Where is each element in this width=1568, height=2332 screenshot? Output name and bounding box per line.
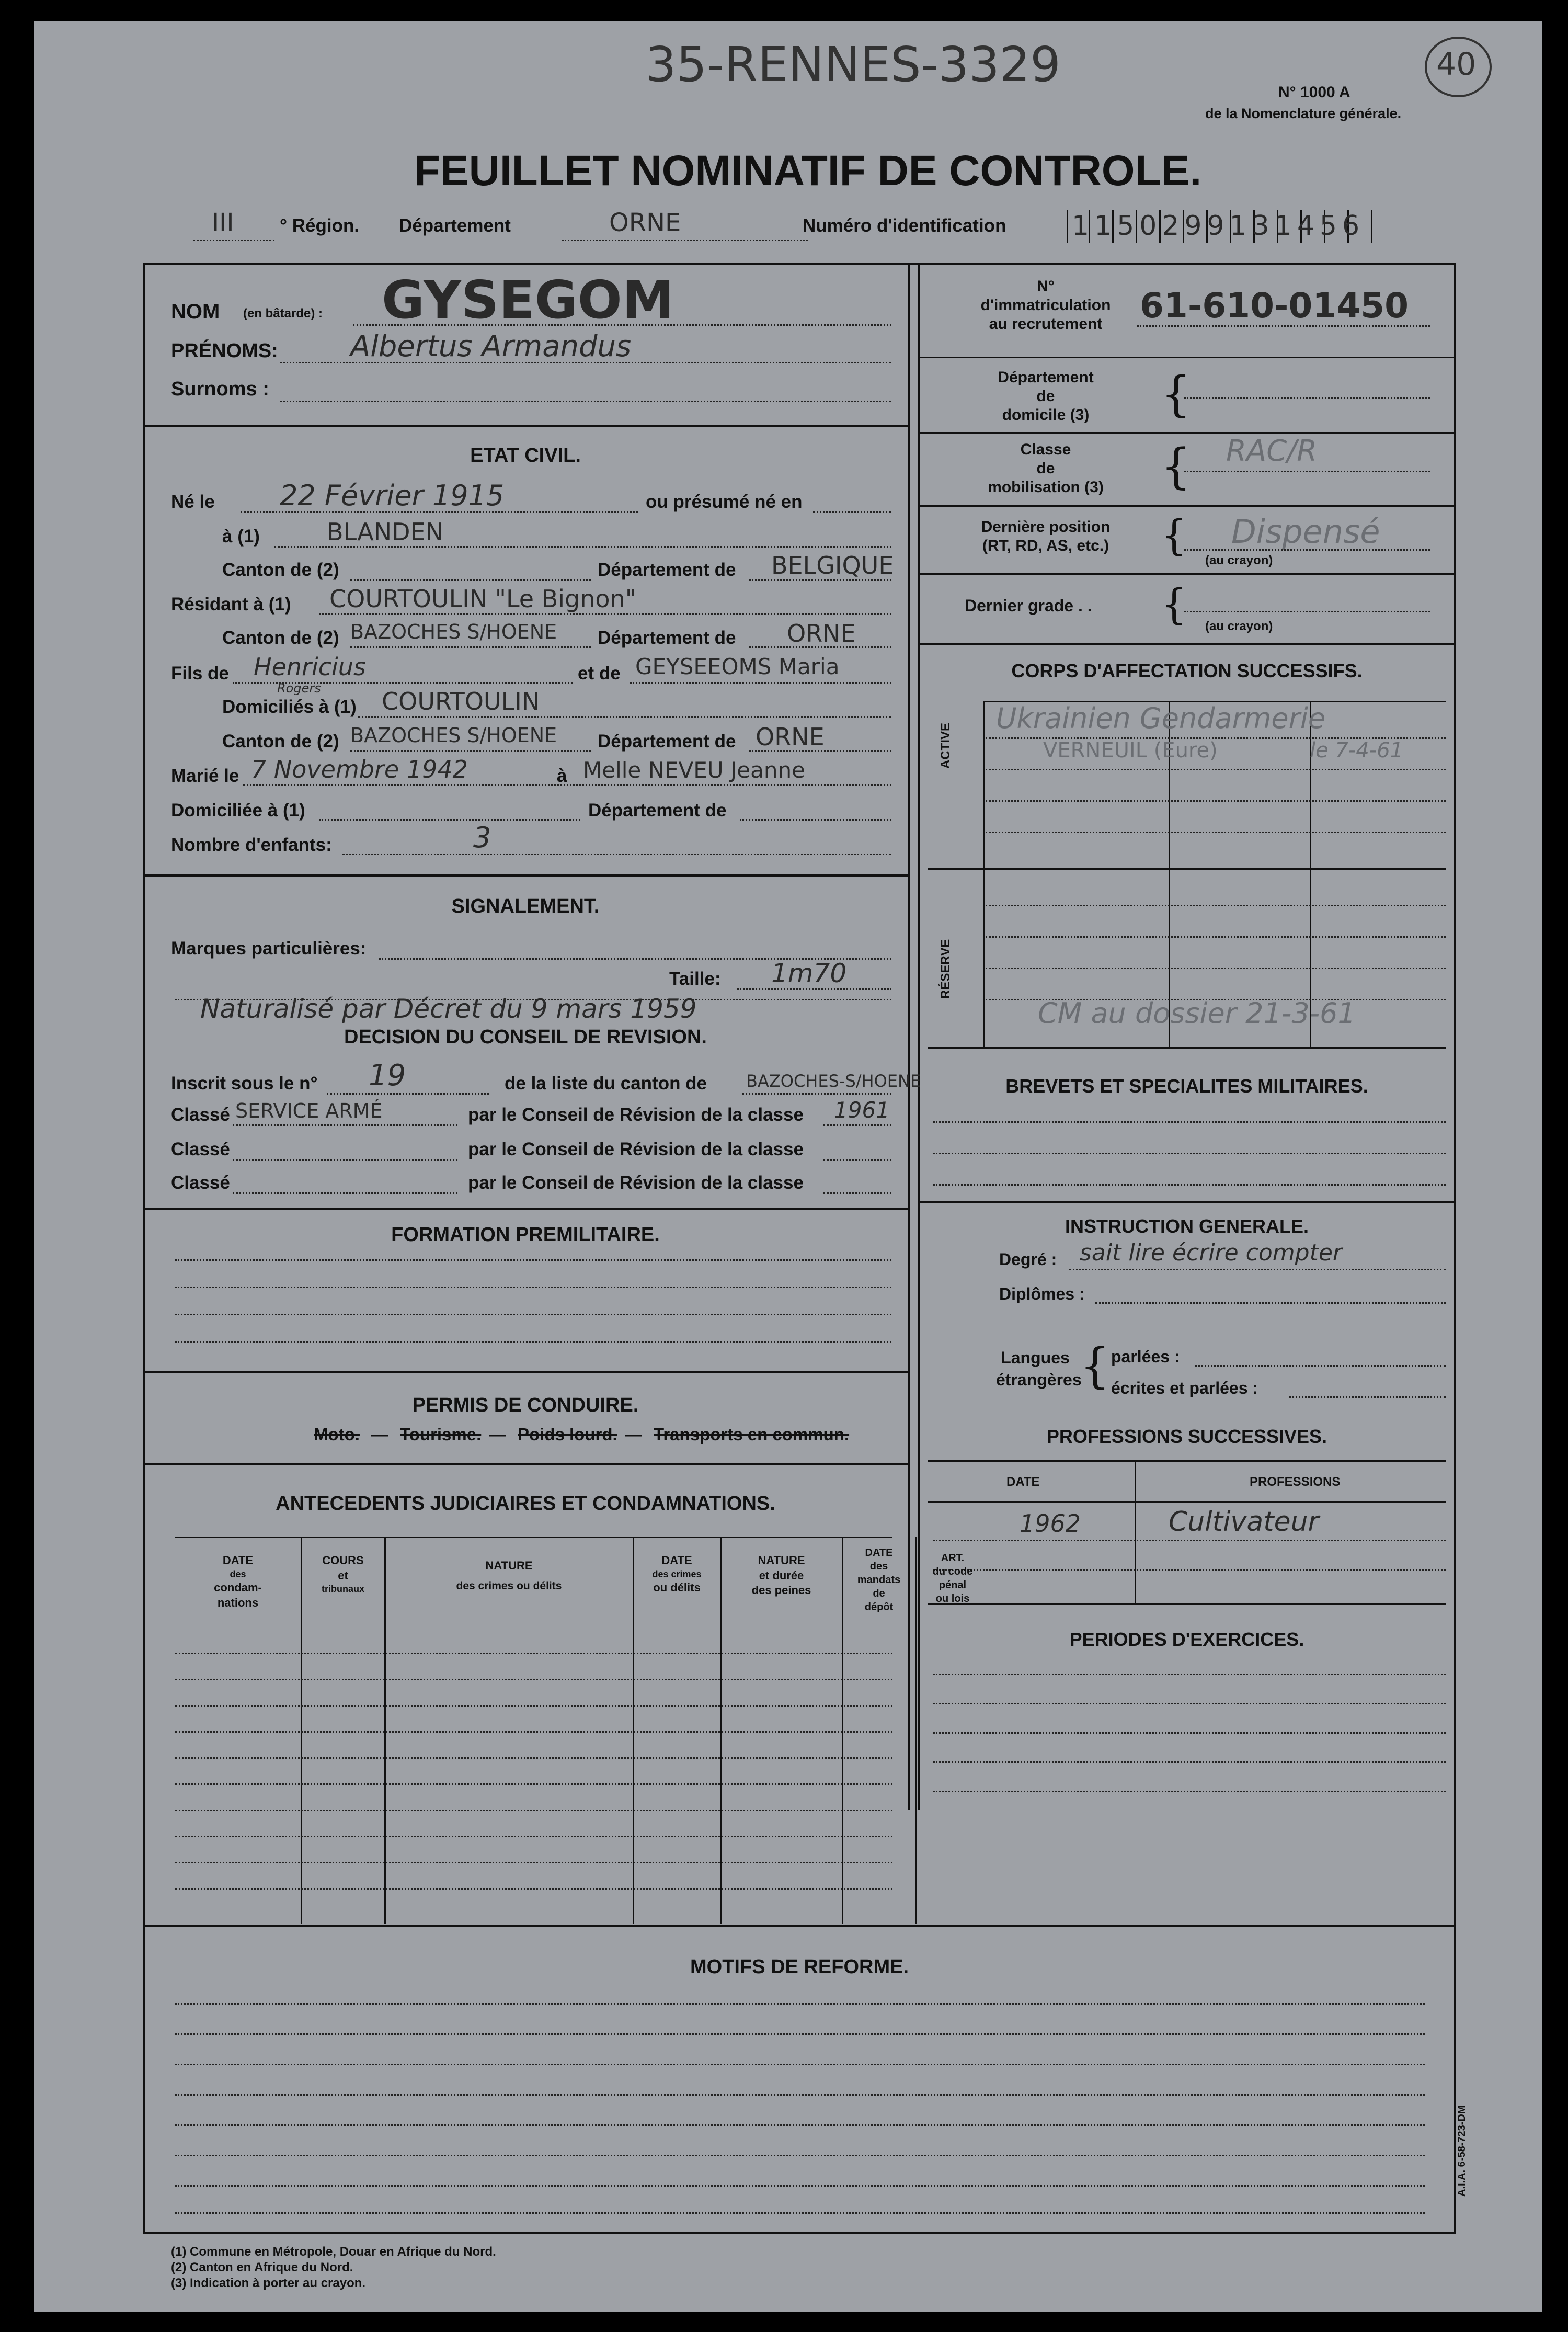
- epouse-value: Melle NEVEU Jeanne: [583, 757, 805, 783]
- marie-a-label: à: [557, 766, 567, 786]
- nom-value: GYSEGOM: [382, 269, 674, 331]
- col-date-mandats: DATE des mandats de dépôt: [857, 1547, 901, 1613]
- signalement-heading: SIGNALEMENT.: [451, 895, 600, 917]
- surnoms-label: Surnoms :: [171, 378, 269, 400]
- naturalise-note: Naturalisé par Décret du 9 mars 1959: [200, 994, 697, 1024]
- antecedents-heading: ANTECEDENTS JUDICIAIRES ET CONDAMNATIONS.: [276, 1493, 775, 1515]
- ne-le-value: 22 Février 1915: [280, 479, 505, 512]
- immatriculation-value: 61-610-01450: [1140, 286, 1409, 326]
- taille-value: 1m70: [771, 958, 847, 988]
- corps-active-line1: Ukrainien Gendarmerie: [996, 702, 1326, 735]
- langues-label: Langues étrangères: [996, 1348, 1082, 1389]
- domicilies-value: COURTOULIN: [382, 687, 540, 715]
- ecrites-label: écrites et parlées :: [1111, 1379, 1258, 1397]
- departement-parents-value: ORNE: [756, 723, 825, 751]
- classe2-conseil-label: par le Conseil de Révision de la classe: [468, 1139, 804, 1159]
- col-date-condamnations: DATE des condam- nations: [214, 1554, 262, 1609]
- residant-label: Résidant à (1): [171, 594, 291, 615]
- permis-poids-lourd: Poids lourd.: [518, 1425, 617, 1444]
- prof-date-value: 1962: [1020, 1509, 1081, 1538]
- permis-moto: Moto.: [314, 1425, 360, 1444]
- prenoms-value: Albertus Armandus: [350, 329, 632, 363]
- classe3-conseil-label: par le Conseil de Révision de la classe: [468, 1173, 804, 1193]
- departement-parents-label: Département de: [598, 731, 736, 752]
- residant-value: COURTOULIN "Le Bignon": [329, 585, 636, 613]
- derniere-position-crayon: (au crayon): [1205, 553, 1273, 567]
- taille-label: Taille:: [669, 969, 721, 989]
- prenoms-label: PRÉNOMS:: [171, 340, 278, 362]
- canton-naissance-label: Canton de (2): [222, 560, 339, 580]
- prof-date-header: DATE: [1006, 1475, 1040, 1489]
- nom-hint: (en bâtarde) :: [243, 306, 323, 321]
- permis-tourisme: Tourisme.: [400, 1425, 482, 1444]
- permis-transports: Transports en commun.: [654, 1425, 850, 1444]
- departement-naissance-label: Département de: [598, 560, 736, 580]
- domicilies-label: Domiciliés à (1): [222, 697, 357, 717]
- enfants-value: 3: [473, 821, 491, 854]
- region-value: III: [212, 208, 234, 237]
- domicilies-prefix: Rogers: [277, 681, 321, 696]
- classe1-conseil-label: par le Conseil de Révision de la classe: [468, 1105, 804, 1125]
- classe2-label: Classé: [171, 1139, 230, 1159]
- lieu-naissance-value: BLANDEN: [327, 518, 444, 546]
- corps-active-line3: le 7-4-61: [1310, 738, 1404, 763]
- classe-mobilisation-label: Classe de mobilisation (3): [988, 441, 1104, 496]
- classe1-year: 1961: [834, 1097, 890, 1123]
- col-cours-tribunaux: COURS et tribunaux: [321, 1554, 364, 1595]
- nom-label: NOM: [171, 300, 220, 323]
- departement-epouse-label: Département de: [588, 800, 727, 821]
- etat-civil-heading: ETAT CIVIL.: [470, 445, 581, 467]
- departement-label: Département: [399, 215, 511, 236]
- fils-label: Fils de: [171, 663, 229, 684]
- permis-heading: PERMIS DE CONDUIRE.: [412, 1394, 639, 1416]
- classe1-label: Classé: [171, 1105, 230, 1125]
- immatriculation-label: N° d'immatriculation au recrutement: [980, 278, 1111, 333]
- professions-heading: PROFESSIONS SUCCESSIVES.: [1046, 1426, 1327, 1447]
- departement-value: ORNE: [609, 208, 681, 237]
- nomenclature-note: de la Nomenclature générale.: [1205, 106, 1402, 121]
- region-label: ° Région.: [280, 215, 360, 236]
- prof-profession-header: PROFESSIONS: [1250, 1475, 1341, 1489]
- form-number: N° 1000 A: [1278, 84, 1350, 101]
- permis-dash-1: —: [371, 1425, 388, 1444]
- presume-label: ou présumé né en: [646, 492, 803, 512]
- sheet-number: 40: [1436, 46, 1477, 83]
- pere-value: Henricius: [254, 653, 366, 681]
- corps-heading: CORPS D'AFFECTATION SUCCESSIFS.: [1011, 660, 1363, 681]
- col-date-crimes: DATE des crimes ou délits: [652, 1554, 702, 1594]
- reserve-label: RÉSERVE: [938, 939, 953, 999]
- instruction-heading: INSTRUCTION GENERALE.: [1065, 1215, 1309, 1237]
- corps-reserve-line: CM au dossier 21-3-61: [1038, 997, 1356, 1030]
- col-nature-peines: NATURE et durée des peines: [751, 1554, 811, 1597]
- numero-identification-value: 1150299131456: [1072, 210, 1365, 242]
- col-article-code-header: ART. du code pénal ou lois: [932, 1552, 973, 1605]
- periodes-heading: PERIODES D'EXERCICES.: [1069, 1629, 1304, 1650]
- derniere-position-value: Dispensé: [1231, 513, 1380, 551]
- active-label: ACTIVE: [938, 722, 953, 769]
- inscrit-label: Inscrit sous le n°: [171, 1073, 318, 1094]
- classe-mobilisation-value: RAC/R: [1226, 434, 1318, 468]
- classe3-label: Classé: [171, 1173, 230, 1193]
- col-nature-crimes: NATURE des crimes ou délits: [456, 1559, 562, 1592]
- motifs-heading: MOTIFS DE REFORME.: [690, 1956, 909, 1978]
- parlees-label: parlées :: [1111, 1347, 1180, 1366]
- enfants-label: Nombre d'enfants:: [171, 835, 332, 855]
- form-sheet: 35-RENNES-3329 40 N° 1000 A de la Nomenclature générale. FEUILLET NOMINATIF DE CONTROLE. III ° Région. Département ORNE Numéro d'identification 1150299131456 NOM (en bâtarde) : GYSEGOM PRÉNOMS: Albertus Armandus Surnoms : ETAT CIVIL. Né le 22 Février 1915 ou présumé né en à (1) BLANDEN Canton de (2) Département de BELGIQUE Résidant à (1) COURTOULIN "Le Bignon" Canton de (2) BAZOCHES S/HOENE Département de ORNE Fils de Henricius et de GEYSEEOMS Maria Rogers Domiciliés à (1) COURTOULIN Canton de (2) BAZOCHES S/HOENE Département de ORNE Marié le 7 Novembre 1942 à Melle NEVEU Jeanne Domiciliée à (1) Département de Nombre d'enfants: 3 SIGNALEMENT. Marques particulières: Taille: 1m70 Naturalisé par Décret du 9 mars 1959 DECISION DU CONSEIL DE REVISION. Inscrit sous le n° 19 de la liste du canton de BAZOCHES-S/HOENE Classé SERVICE ARMÉ par le Conseil de Révision de la classe 1961 Classé par le Conseil de Révision de la classe Classé par le Conseil de Révision de la classe FORMATION PREMILITAIRE. PERMIS DE CONDUIRE. Moto. — Tourisme. — Poids lourd. — Transports en commun. ANTECEDENTS JUDICIAIRES ET CONDAMNATIONS. DATE des condam- nations COURS et tribunaux NATURE des crimes ou délits DATE des crimes ou délits NATURE et durée des peines DATE des mandats de dépôt MOTIFS DE REFORME. N° d'immatriculation au recrutement 61-610-01450 Département de domicile (3) { Classe de mobilisation (3) { RAC/R Dernière position (RT, RD, AS, etc.) { Dispensé (au crayon) Dernier grade . . { (au crayon) CORPS D'AFFECTATION SUCCESSIFS. ACTIVE RÉSERVE Ukrainien Gendarmerie VERNEUIL (Eure) le 7-4-61 CM au dossier 21-3-61 BREVETS ET SPECIALITES MILITAIRES. INSTRUCTION GENERALE. Degré : sait lire écrire compter Diplômes : Langues étrangères { parlées : écrites et parlées : PROFESSIONS SUCCESSIVES. DATE PROFESSIONS 1962 Cultivateur PERIODES D'EXERCICES. (1) Commune en Métropole, Douar en Afrique du Nord. (2) Canton en Afrique du Nord. (3) Indication à porter au crayon. A.I.A. 6-58-723-DM: [34, 21, 1542, 2312]
- domiciliee-label: Domiciliée à (1): [171, 800, 305, 821]
- departement-domicile-label: Département de domicile (3): [998, 369, 1094, 424]
- diplomes-label: Diplômes :: [999, 1284, 1085, 1303]
- departement-residence-value: ORNE: [787, 619, 856, 647]
- form-title: FEUILLET NOMINATIF DE CONTROLE.: [414, 147, 1202, 195]
- revision-heading: DECISION DU CONSEIL DE REVISION.: [344, 1026, 707, 1048]
- canton-parents-value: BAZOCHES S/HOENE: [350, 724, 557, 747]
- printer-code: A.I.A. 6-58-723-DM: [1456, 2105, 1468, 2197]
- archive-reference: 35-RENNES-3329: [646, 37, 1061, 93]
- derniere-position-label: Dernière position (RT, RD, AS, etc.): [981, 518, 1111, 554]
- prof-value: Cultivateur: [1169, 1506, 1319, 1538]
- degre-value: sait lire écrire compter: [1080, 1239, 1342, 1266]
- dernier-grade-label: Dernier grade . .: [965, 596, 1092, 615]
- permis-dash-3: —: [625, 1425, 642, 1444]
- footnote-2: (2) Canton en Afrique du Nord.: [171, 2260, 353, 2274]
- lieu-naissance-label: à (1): [222, 526, 260, 547]
- permis-dash-2: —: [489, 1425, 506, 1444]
- marques-label: Marques particulières:: [171, 938, 367, 959]
- mere-label: et de: [578, 663, 621, 684]
- numero-identification-label: Numéro d'identification: [803, 215, 1006, 236]
- marie-label: Marié le: [171, 766, 239, 786]
- corps-active-line2: VERNEUIL (Eure): [1043, 738, 1218, 763]
- brevets-heading: BREVETS ET SPECIALITES MILITAIRES.: [1005, 1075, 1368, 1097]
- mere-value: GEYSEEOMS Maria: [635, 654, 840, 679]
- departement-naissance-value: BELGIQUE: [771, 551, 894, 579]
- marie-value: 7 Novembre 1942: [251, 755, 468, 783]
- liste-value: BAZOCHES-S/HOENE: [746, 1071, 921, 1091]
- inscrit-value: 19: [369, 1059, 406, 1093]
- canton-residence-value: BAZOCHES S/HOENE: [350, 620, 557, 643]
- footnote-3: (3) Indication à porter au crayon.: [171, 2276, 366, 2290]
- canton-residence-label: Canton de (2): [222, 628, 339, 648]
- footnote-1: (1) Commune en Métropole, Douar en Afrique du Nord.: [171, 2245, 496, 2259]
- liste-label: de la liste du canton de: [505, 1073, 707, 1094]
- canton-parents-label: Canton de (2): [222, 731, 339, 752]
- departement-residence-label: Département de: [598, 628, 736, 648]
- degre-label: Degré :: [999, 1250, 1057, 1269]
- ne-le-label: Né le: [171, 492, 215, 512]
- dernier-grade-crayon: (au crayon): [1205, 619, 1273, 633]
- formation-heading: FORMATION PREMILITAIRE.: [391, 1224, 660, 1246]
- classe1-value: SERVICE ARMÉ: [235, 1099, 383, 1122]
